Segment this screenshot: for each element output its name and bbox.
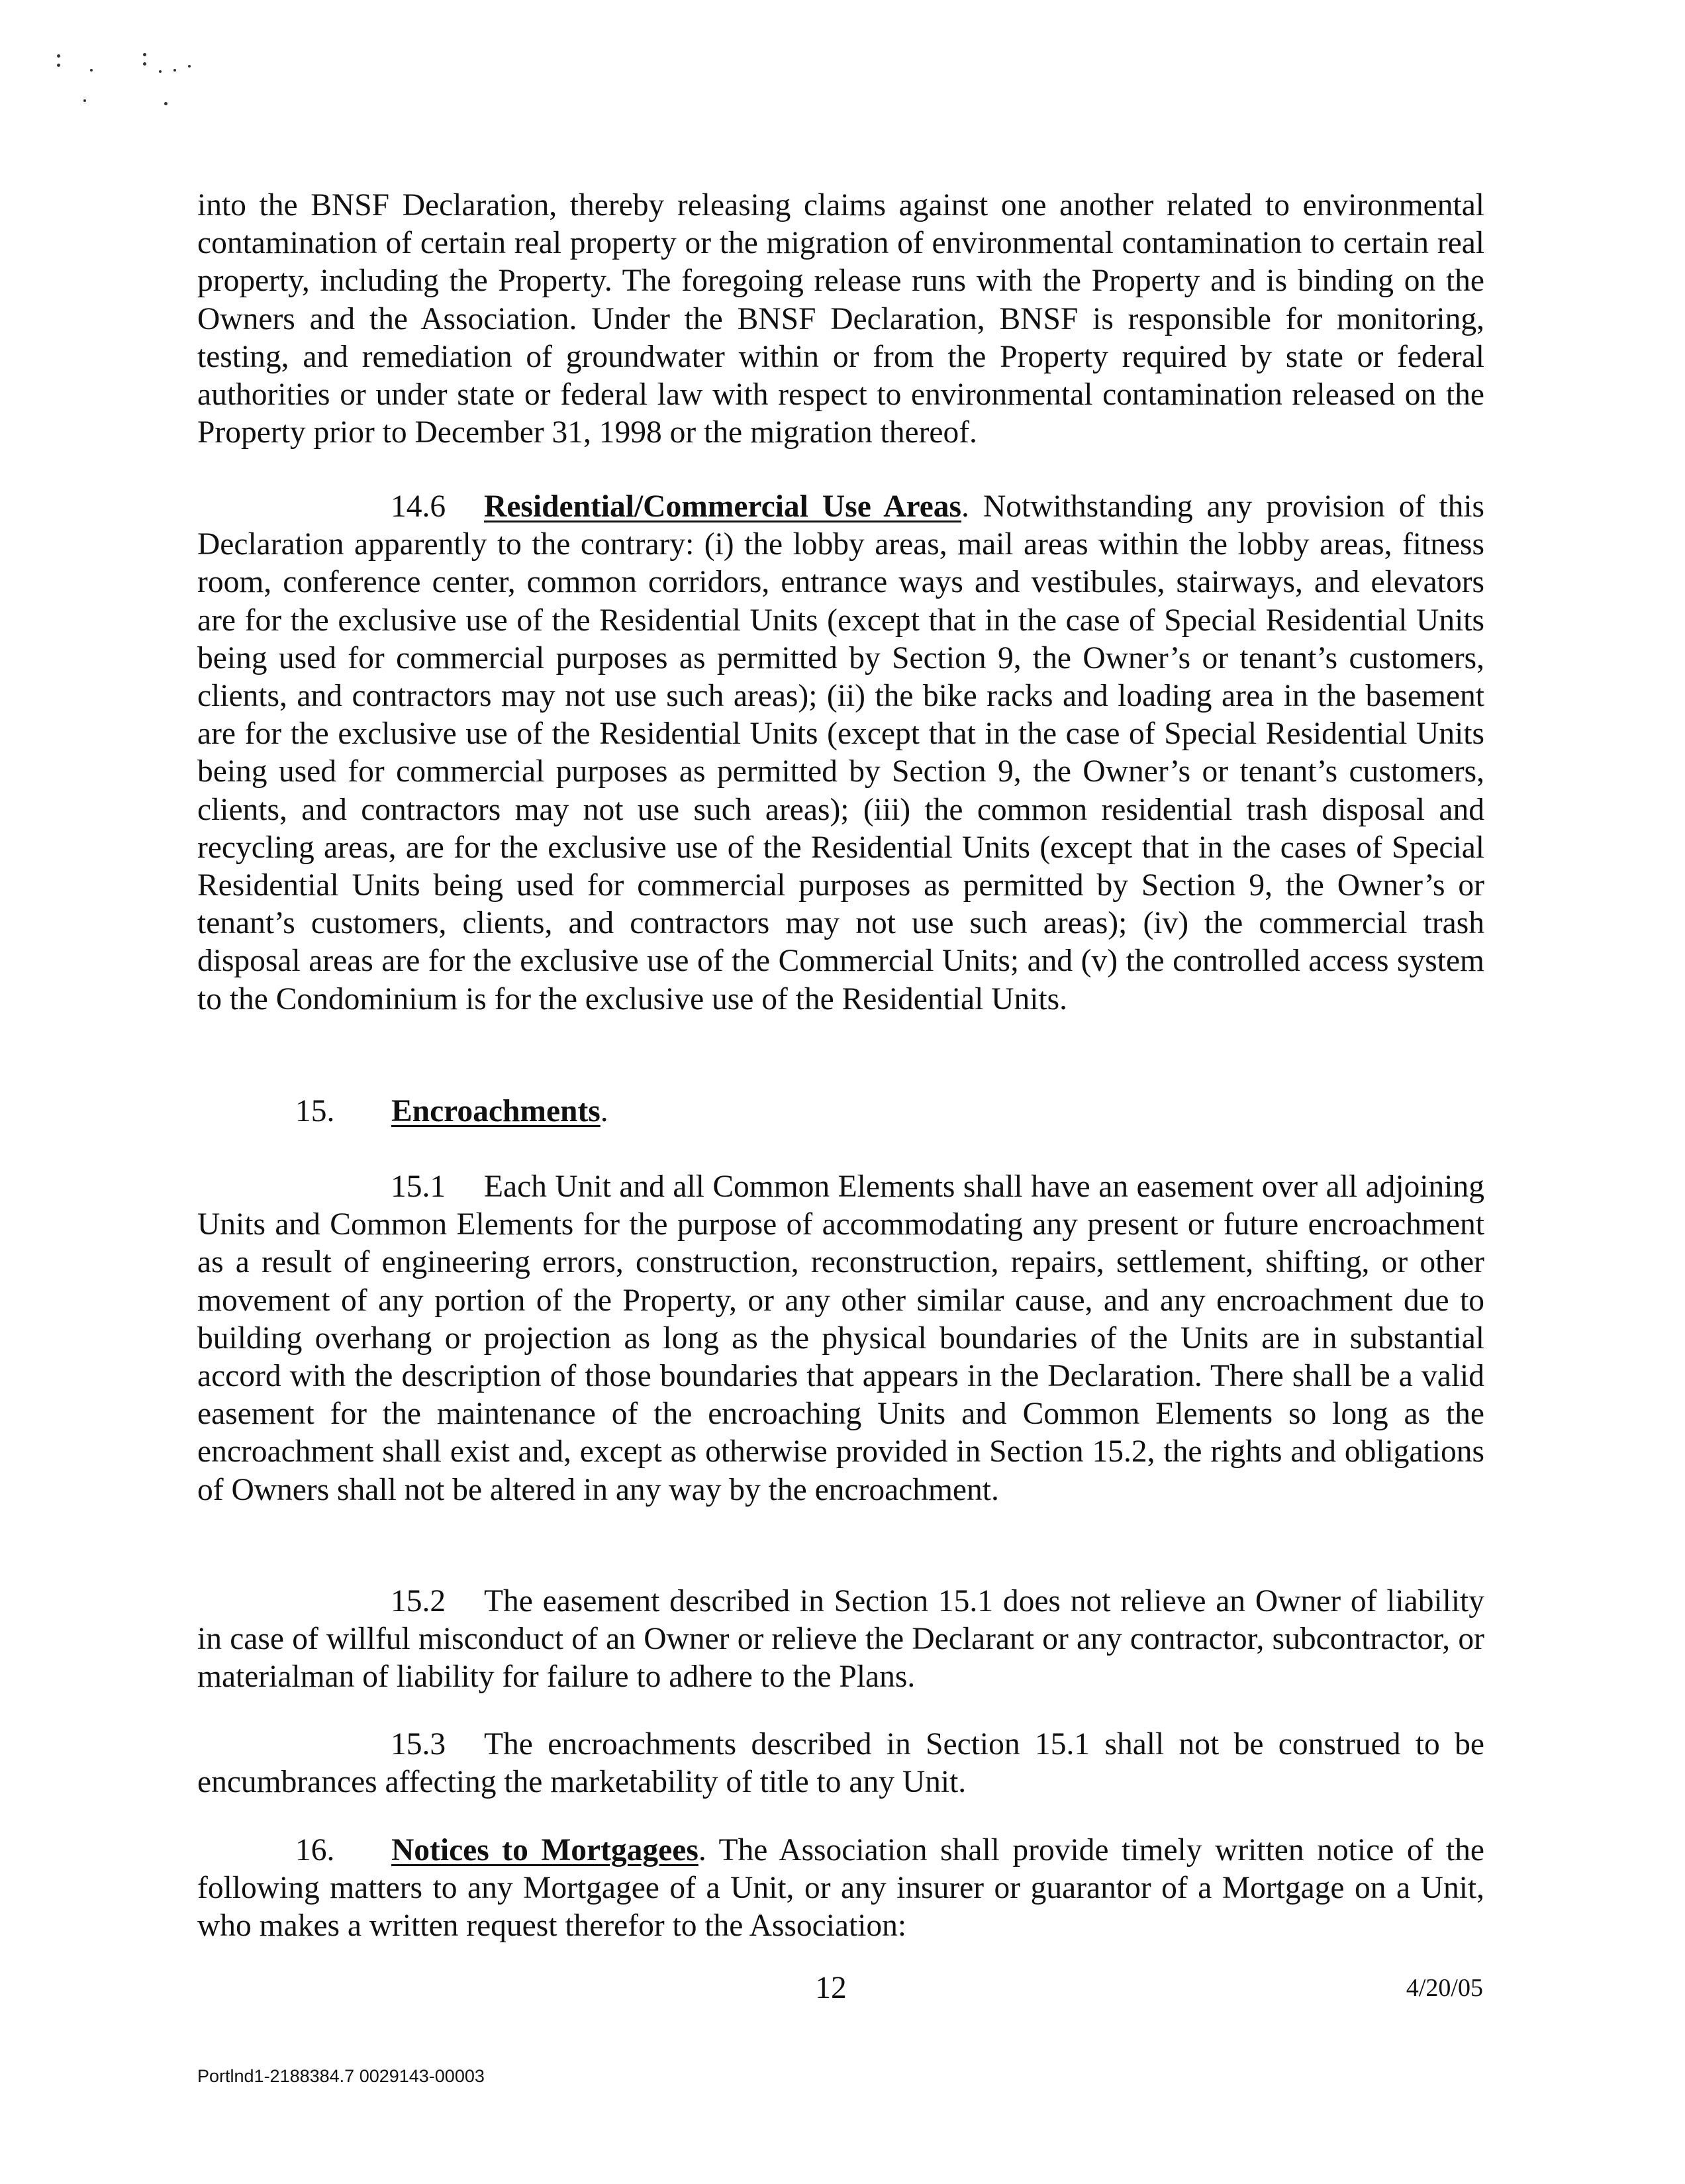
continuation-paragraph xyxy=(197,187,1484,452)
section-number: 15.2 xyxy=(391,1584,446,1618)
section-15-3 xyxy=(197,1726,1484,1801)
scan-artifact xyxy=(90,69,93,72)
scan-artifact xyxy=(159,70,162,73)
scan-artifact xyxy=(57,64,60,67)
scan-artifact xyxy=(57,54,60,58)
section-text: Notwithstanding any provision of this Declaration apparently to the contrary: (i) the lobby areas, mail areas within the lobby areas, fitness room, conference center, common corridors, entrance ways and vestibules, stairways, and elevators are for the exclusive use of the Residential Units (except that in the case of Special Residential Units being used for commercial purposes as permitted by Section 9, the Owner’s or tenant’s customers, clients, and contractors may not use such areas); (ii) the bike racks and loading area in the basement are for the exclusive use of the Residential Units (except that in the case of Special Residential Units being used for commercial purposes as permitted by Section 9, the Owner’s or tenant’s customers, clients, and contractors may not use such areas); (iii) the common residential trash disposal and recycling areas, are for the exclusive use of the Residential Units (except that in the cases of Special Residential Units being used for commercial purposes as permitted by Section 9, the Owner’s or tenant’s customers, clients, and contractors may not use such areas); (iv) the commercial trash disposal areas are for the exclusive use of the Commercial Units; and (v) the controlled access system to the Condominium is for the exclusive use of the Residential Units. xyxy=(197,489,1485,1017)
section-text: The Association shall provide timely written notice of the following matters to any Mortgagee of a Unit, or any insurer or guarantor of a Mortgage on a Unit, who makes a written request therefor to the Association: xyxy=(197,1833,1485,1944)
document-id: Portlnd1-2188384.7 0029143-00003 xyxy=(197,2066,485,2086)
section-15-1 xyxy=(197,1168,1484,1509)
section-number: 15. xyxy=(295,1094,335,1128)
section-heading: Notices to Mortgagees xyxy=(391,1833,698,1867)
section-text: Each Unit and all Common Elements shall have an easement over all adjoining Units and Common Elements for the purpose of accommodating any present or future encroachment as a result of engineering errors, construction, reconstruction, repairs, settlement, shifting, or other movement of any portion of the Property, or any other similar cause, and any encroachment due to building overhang or projection as long as the physical boundaries of the Units are in substantial accord with the description of those boundaries that appears in the Declaration. There shall be a valid easement for the maintenance of the encroaching Units and Common Elements so long as the encroachment shall exist and, except as otherwise provided in Section 15.2, the rights and obligations of Owners shall not be altered in any way by the encroachment. xyxy=(197,1169,1484,1507)
scan-artifact xyxy=(83,99,86,102)
scan-artifact xyxy=(188,65,191,68)
section-number: 16. xyxy=(295,1833,335,1867)
section-14-6: 14.6 Residential/Commercial Use Areas. Notwithstanding any provision of this Declaration apparently to the contrary: (i) the lobby areas, mail areas within the lobby areas, fitness room, conference center, common corridors, entrance ways and vestibules, stairways, and elevators are for the exclusive use of the Residential Units (except that in the case of Special Residential Units being used for commercial purposes as permitted by Section 9, the Owner’s or tenant’s customers, clients, and contractors may not use such areas); (ii) the bike racks and loading area in the basement are for the exclusive use of the Residential Units (except that in the case of Special Residential Units being used for commercial purposes as permitted by Section 9, the Owner’s or tenant’s customers, clients, and contractors may not use such areas); (iii) the common residential trash disposal and recycling areas, are for the exclusive use of the Residential Units (except that in the cases of Special Residential Units being used for commercial purposes as permitted by Section 9, the Owner’s or tenant’s customers, clients, and contractors may not use such areas); (iv) the commercial trash disposal areas are for the exclusive use of the Commercial Units; and (v) the controlled access system to the Condominium is for the exclusive use of the Residential Units. xyxy=(197,489,1485,1017)
section-15-2 xyxy=(197,1583,1484,1697)
section-heading: Encroachments xyxy=(391,1094,601,1128)
section-text: The easement described in Section 15.1 does not relieve an Owner of liability in case of willful misconduct of an Owner or relieve the Declarant or any contractor, subcontractor, or materialman of liability for failure to adhere to the Plans. xyxy=(197,1584,1484,1695)
scan-artifact xyxy=(143,62,146,66)
footer-date: 4/20/05 xyxy=(1406,1974,1483,2002)
scan-artifact xyxy=(173,69,176,72)
page-number: 12 xyxy=(815,1971,847,2005)
scan-artifact xyxy=(164,102,168,105)
section-number: 14.6 xyxy=(391,489,446,524)
section-number: 15.3 xyxy=(391,1727,446,1762)
scan-artifact xyxy=(143,53,146,56)
continuation-paragraph-text: into the BNSF Declaration, thereby releasing claims against one another related to environmental contamination of certain real property or the migration of environmental contamination to certain real property, including the Property. The foregoing release runs with the Property and is binding on the Owners and the Association. Under the BNSF Declaration, BNSF is responsible for monitoring, testing, and remediation of groundwater within or from the Property required by state or federal authorities or under state or federal law with respect to environmental contamination released on the Property prior to December 31, 1998 or the migration thereof. xyxy=(197,188,1484,450)
section-16: 16. Notices to Mortgagees. The Association shall provide timely written notice of the following matters to any Mortgagee of a Unit, or any insurer or guarantor of a Mortgage on a Unit, who makes a written request therefor to the Association: xyxy=(197,1833,1485,1944)
section-text: The encroachments described in Section 15.1 shall not be construed to be encumbrances affecting the marketability of title to any Unit. xyxy=(197,1727,1484,1800)
section-heading: Residential/Commercial Use Areas xyxy=(484,489,962,524)
section-15: 15. Encroachments. xyxy=(197,1093,1484,1130)
section-number: 15.1 xyxy=(391,1169,446,1204)
